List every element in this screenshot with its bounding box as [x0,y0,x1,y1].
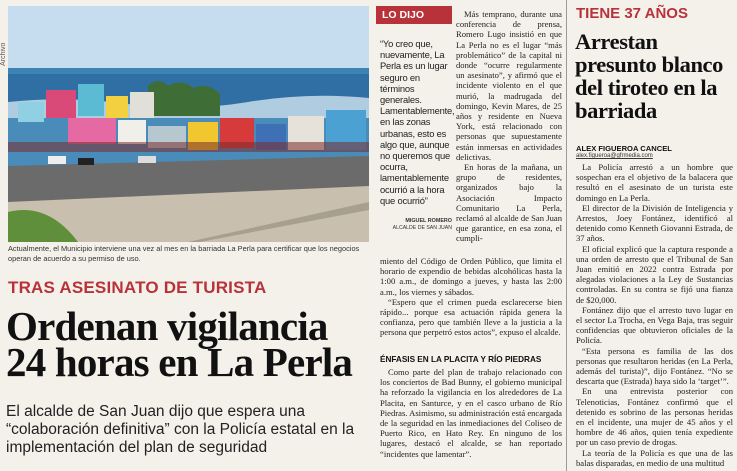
main-body-bottom [380,367,562,459]
main-body-top [456,9,562,244]
side-story-body [576,162,733,468]
body-paragraph: La teoría de la Policía es que una de las balas disparadas, en medio de una multitud [576,447,733,468]
body-paragraph: El director de la División de Inteligencia y Arrestos, Joey Fontánez, identificó al detenido como Kenneth Giovanni Estrada, de 37 años. [576,202,733,244]
la-perla-photo [8,6,369,242]
body-paragraph: El oficial explicó que la captura responde a una orden de arresto que el Tribunal de San Juan emitió en 2022 contra Estrada por alegadas violaciones a la Ley de Sustancias controladas. En su contra se fijó una fianza de $20,000. [576,243,733,305]
section-subhead: ÉNFASIS EN LA PLACITA Y RÍO PIEDRAS [380,355,542,364]
body-paragraph: La Policía arrestó a un hombre que sospechan era el objetivo de la balacera que resultó en el asesinato de un turista este domingo en La Perla. [576,162,733,203]
body-paragraph: En una entrevista posterior con Telenoticias, Fontánez confirmó que el detenido es sobrino de las personas heridas en el incidente, una mujer de 45 años y el hombre de 46 años, quien tenía expediente por un caso previo de drogas. [576,386,733,448]
body-paragraph: Como parte del plan de trabajo relacionado con los conciertos de Bad Bunny, el gobierno municipal ha reforzado la vigilancia en los alrededores de La Placita, en Santurce, y en el casco urbano de Río Piedras. Asimismo, su administración está encargada de la seguridad en las inmediaciones del Coliseo de Puerto Rico, en Hato Rey. En ninguno de los lugares, destacó el alcalde, se han reportado “incidentes que lamentar”. [380,367,562,459]
byline: ALEX FIGUEROA CANCEL [576,144,672,153]
pull-quote: “Yo creo que, nuevamente, La Perla es un lugar seguro en términos generales. Lamentablemente, en las zonas urbanas, esto es algo que, aunque no queremos que ocurra, lamentablemente ocurrió a la hora que ocurrió” [380,38,455,206]
body-paragraph: En horas de la mañana, un grupo de residentes, organizados bajo la Asociación Impacto Comunitario La Perla, reclamó al alcalde de San Juan que garantice, en esa zona, el cumpli- [456,162,562,244]
quote-attribution-name: MIGUEL ROMERO [405,218,452,224]
body-paragraph: “Espero que el crimen pueda esclarecerse bien rápido... porque esa actuación rápida genera la confianza, pero que también lleve a la justicia a la persona que perpetró estos actos”, expuso el alcalde. [380,296,562,338]
main-body-continued [380,256,562,338]
photo-credit: Archivo [0,42,7,66]
side-kicker: TIENE 37 AÑOS [576,5,688,22]
quote-attribution-role: ALCALDE DE SAN JUAN [392,225,452,231]
body-paragraph: Fontánez dijo que el arresto tuvo lugar en el sector La Trocha, en Vega Baja, tras seguir confidencias que obtuvieron oficiales de la Policía. [576,304,733,346]
quote-box [376,6,455,262]
side-headline: Arrestan presunto blanco del tiroteo en la barriada [575,29,723,123]
quote-box-label: LO DIJO [376,6,452,24]
main-headline [6,303,371,385]
coastal-neighborhood-illustration [8,6,369,242]
column-divider [566,0,567,471]
body-paragraph: miento del Código de Orden Público, que limita el horario de expendio de bebidas alcohólicas hasta la 1:00 a.m., de domingo a jueves, y hasta las 2:00 a.m., los viernes y sábados. [380,256,562,297]
main-deck: El alcalde de San Juan dijo que espera una “colaboración definitiva” con la Policía estatal en la implementación del plan de seguridad [6,403,355,456]
body-paragraph: “Esta persona es familia de las dos personas que resultaron heridas (en La Perla, además del turista)”, dijo Fontánez. “No se descarta que (Estrada) haya sido la ‘target’”. [576,345,733,387]
main-headline-line2: 24 horas en La Perla [6,339,353,385]
main-kicker: TRAS ASESINATO DE TURISTA [8,278,267,297]
author-email-link[interactable]: alex.figueroa@gfrmedia.com [576,153,653,159]
photo-caption: Actualmente, el Municipio interviene una vez al mes en la barriada La Perla para certificar que los negocios operan de acuerdo a su permiso de uso. [8,244,360,263]
main-headline-line1: Ordenan vigilancia [6,303,328,349]
body-paragraph: Más temprano, durante una conferencia de prensa, Romero Lugo insistió en que La Perla no es el lugar “más problemático” de la capital ni donde “ocurre regularmente un asesinato”, y afirmó que el incidente violento en el que murió, la madrugada del domingo, Kevin Mares, de 25 años y residente en Nueva York, está relacionado con personas que supuestamente están inmersas en actividades delictivas. [456,9,562,162]
